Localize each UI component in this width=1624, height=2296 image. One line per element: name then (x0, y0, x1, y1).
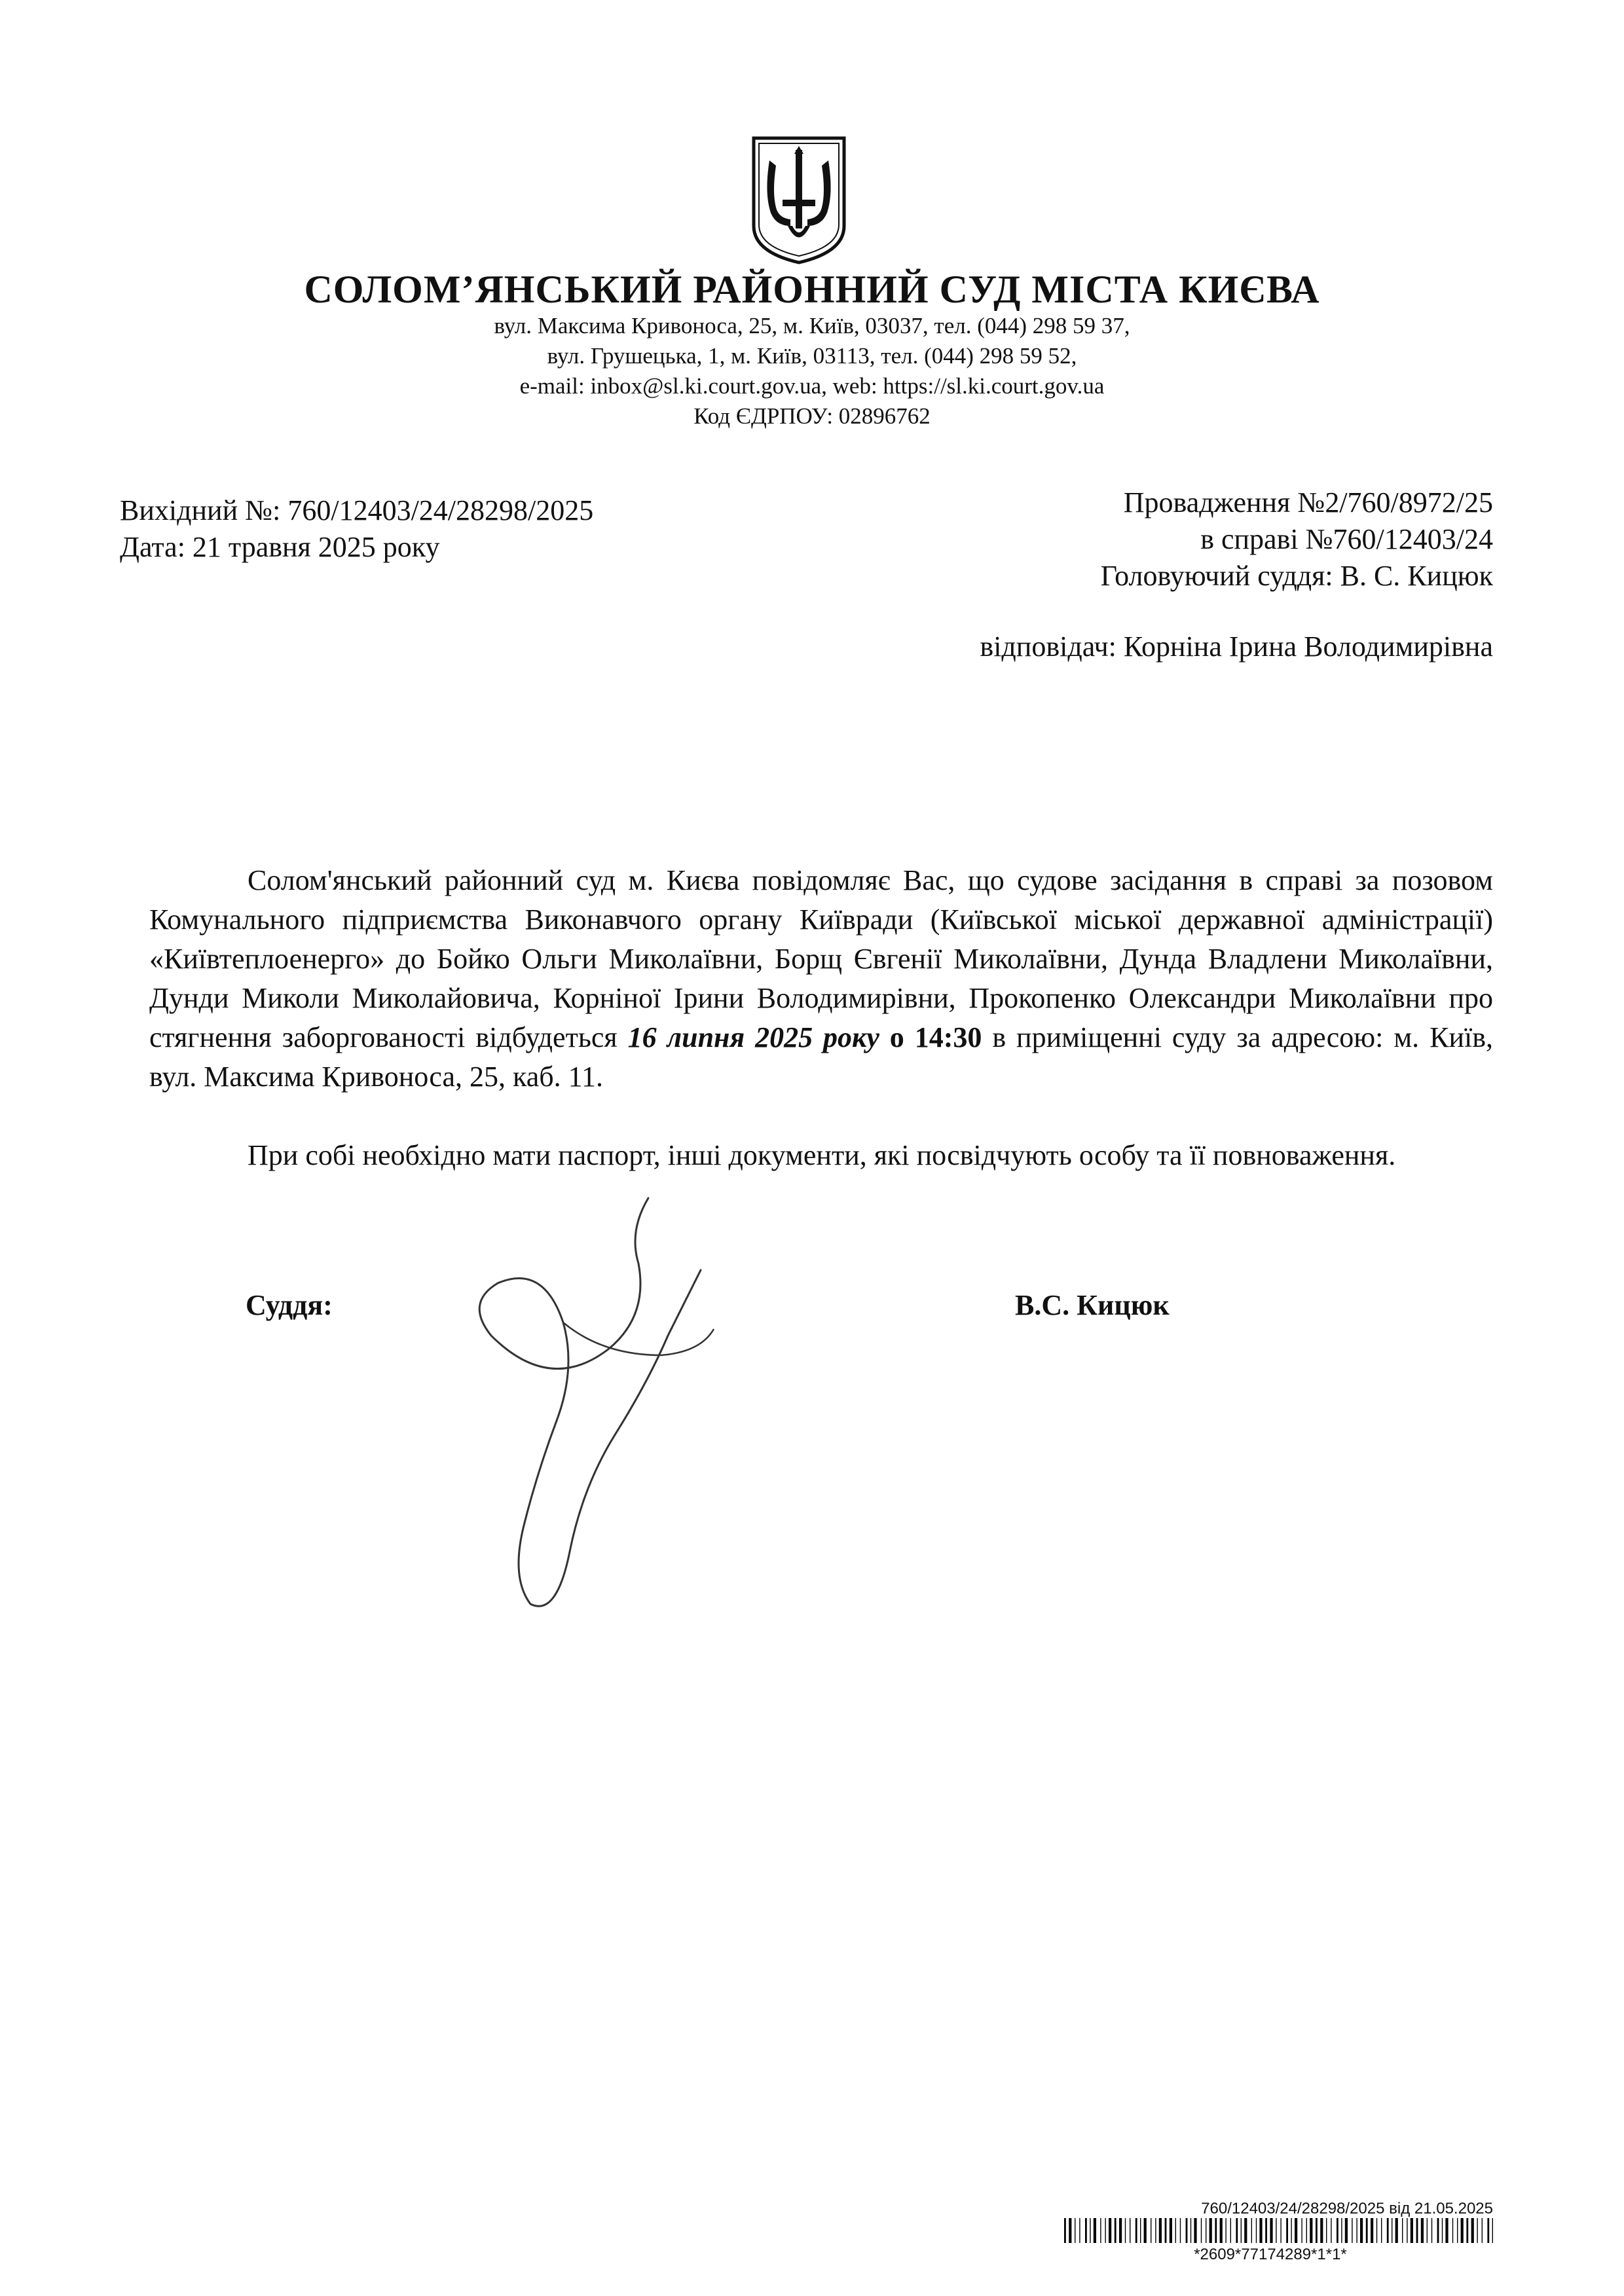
court-address-2: вул. Грушецька, 1, м. Київ, 03113, тел. (044) 298 59 52, (547, 343, 1077, 369)
case-number: в справі №760/12403/24 (1200, 523, 1493, 555)
documents-paragraph: При собі необхідно мати паспорт, інші документи, які посвідчують особу та її повноваження. (248, 1139, 1396, 1171)
handwritten-signature (452, 1185, 747, 1656)
judge-label: Суддя: (246, 1289, 333, 1321)
proceeding-number: Провадження №2/760/8972/25 (1123, 486, 1493, 519)
barcode-code: *2609*77174289*1*1* (1194, 2246, 1347, 2263)
barcode (1064, 2218, 1495, 2243)
barcode-caption: 760/12403/24/28298/2025 від 21.05.2025 (1201, 2200, 1493, 2217)
notice-text-start: Солом'янський районний суд м. Києва повідомляє Вас, що судове засідання в справі за позовом Комунального підприємства Виконавчого органу Київради (Київської міської державної адміністрації) «Київтеплоенерго» до Бойко Ольги Миколаївни, Борщ Євгенії Миколаївни, Дунда Владлени Миколаївни, Дунди Миколи Миколайовича, Корніної Ірини Володимирівни, Прокопенко Олександри Миколаївни про стягнення заборгованості відбудеться (149, 864, 1493, 1053)
presiding-judge: Головуючий суддя: В. С. Кицюк (1100, 560, 1493, 592)
court-edrpou: Код ЄДРПОУ: 02896762 (693, 403, 931, 429)
coat-of-arms-icon (750, 134, 848, 265)
notice-text-end: в приміщенні суду за адресою: м. Київ, вул. Максима Кривоноса, 25, каб. 11. (149, 1021, 1493, 1093)
court-contacts: e-mail: inbox@sl.ki.court.gov.ua, web: https://sl.ki.court.gov.ua (519, 373, 1105, 399)
defendant: відповідач: Корніна Ірина Володимирівна (980, 630, 1493, 663)
notice-paragraph (149, 861, 1493, 1097)
judge-name: В.С. Кицюк (1015, 1289, 1170, 1321)
court-name: СОЛОМ’ЯНСЬКИЙ РАЙОННИЙ СУД МІСТА КИЄВА (304, 268, 1320, 311)
document-date: Дата: 21 травня 2025 року (120, 531, 440, 563)
hearing-date: 16 липня 2025 року (627, 1021, 879, 1053)
court-address-1: вул. Максима Кривоноса, 25, м. Київ, 03037, тел. (044) 298 59 37, (494, 313, 1130, 338)
outgoing-number: Вихідний №: 760/12403/24/28298/2025 (120, 494, 594, 526)
hearing-time: о 14:30 (879, 1021, 982, 1053)
